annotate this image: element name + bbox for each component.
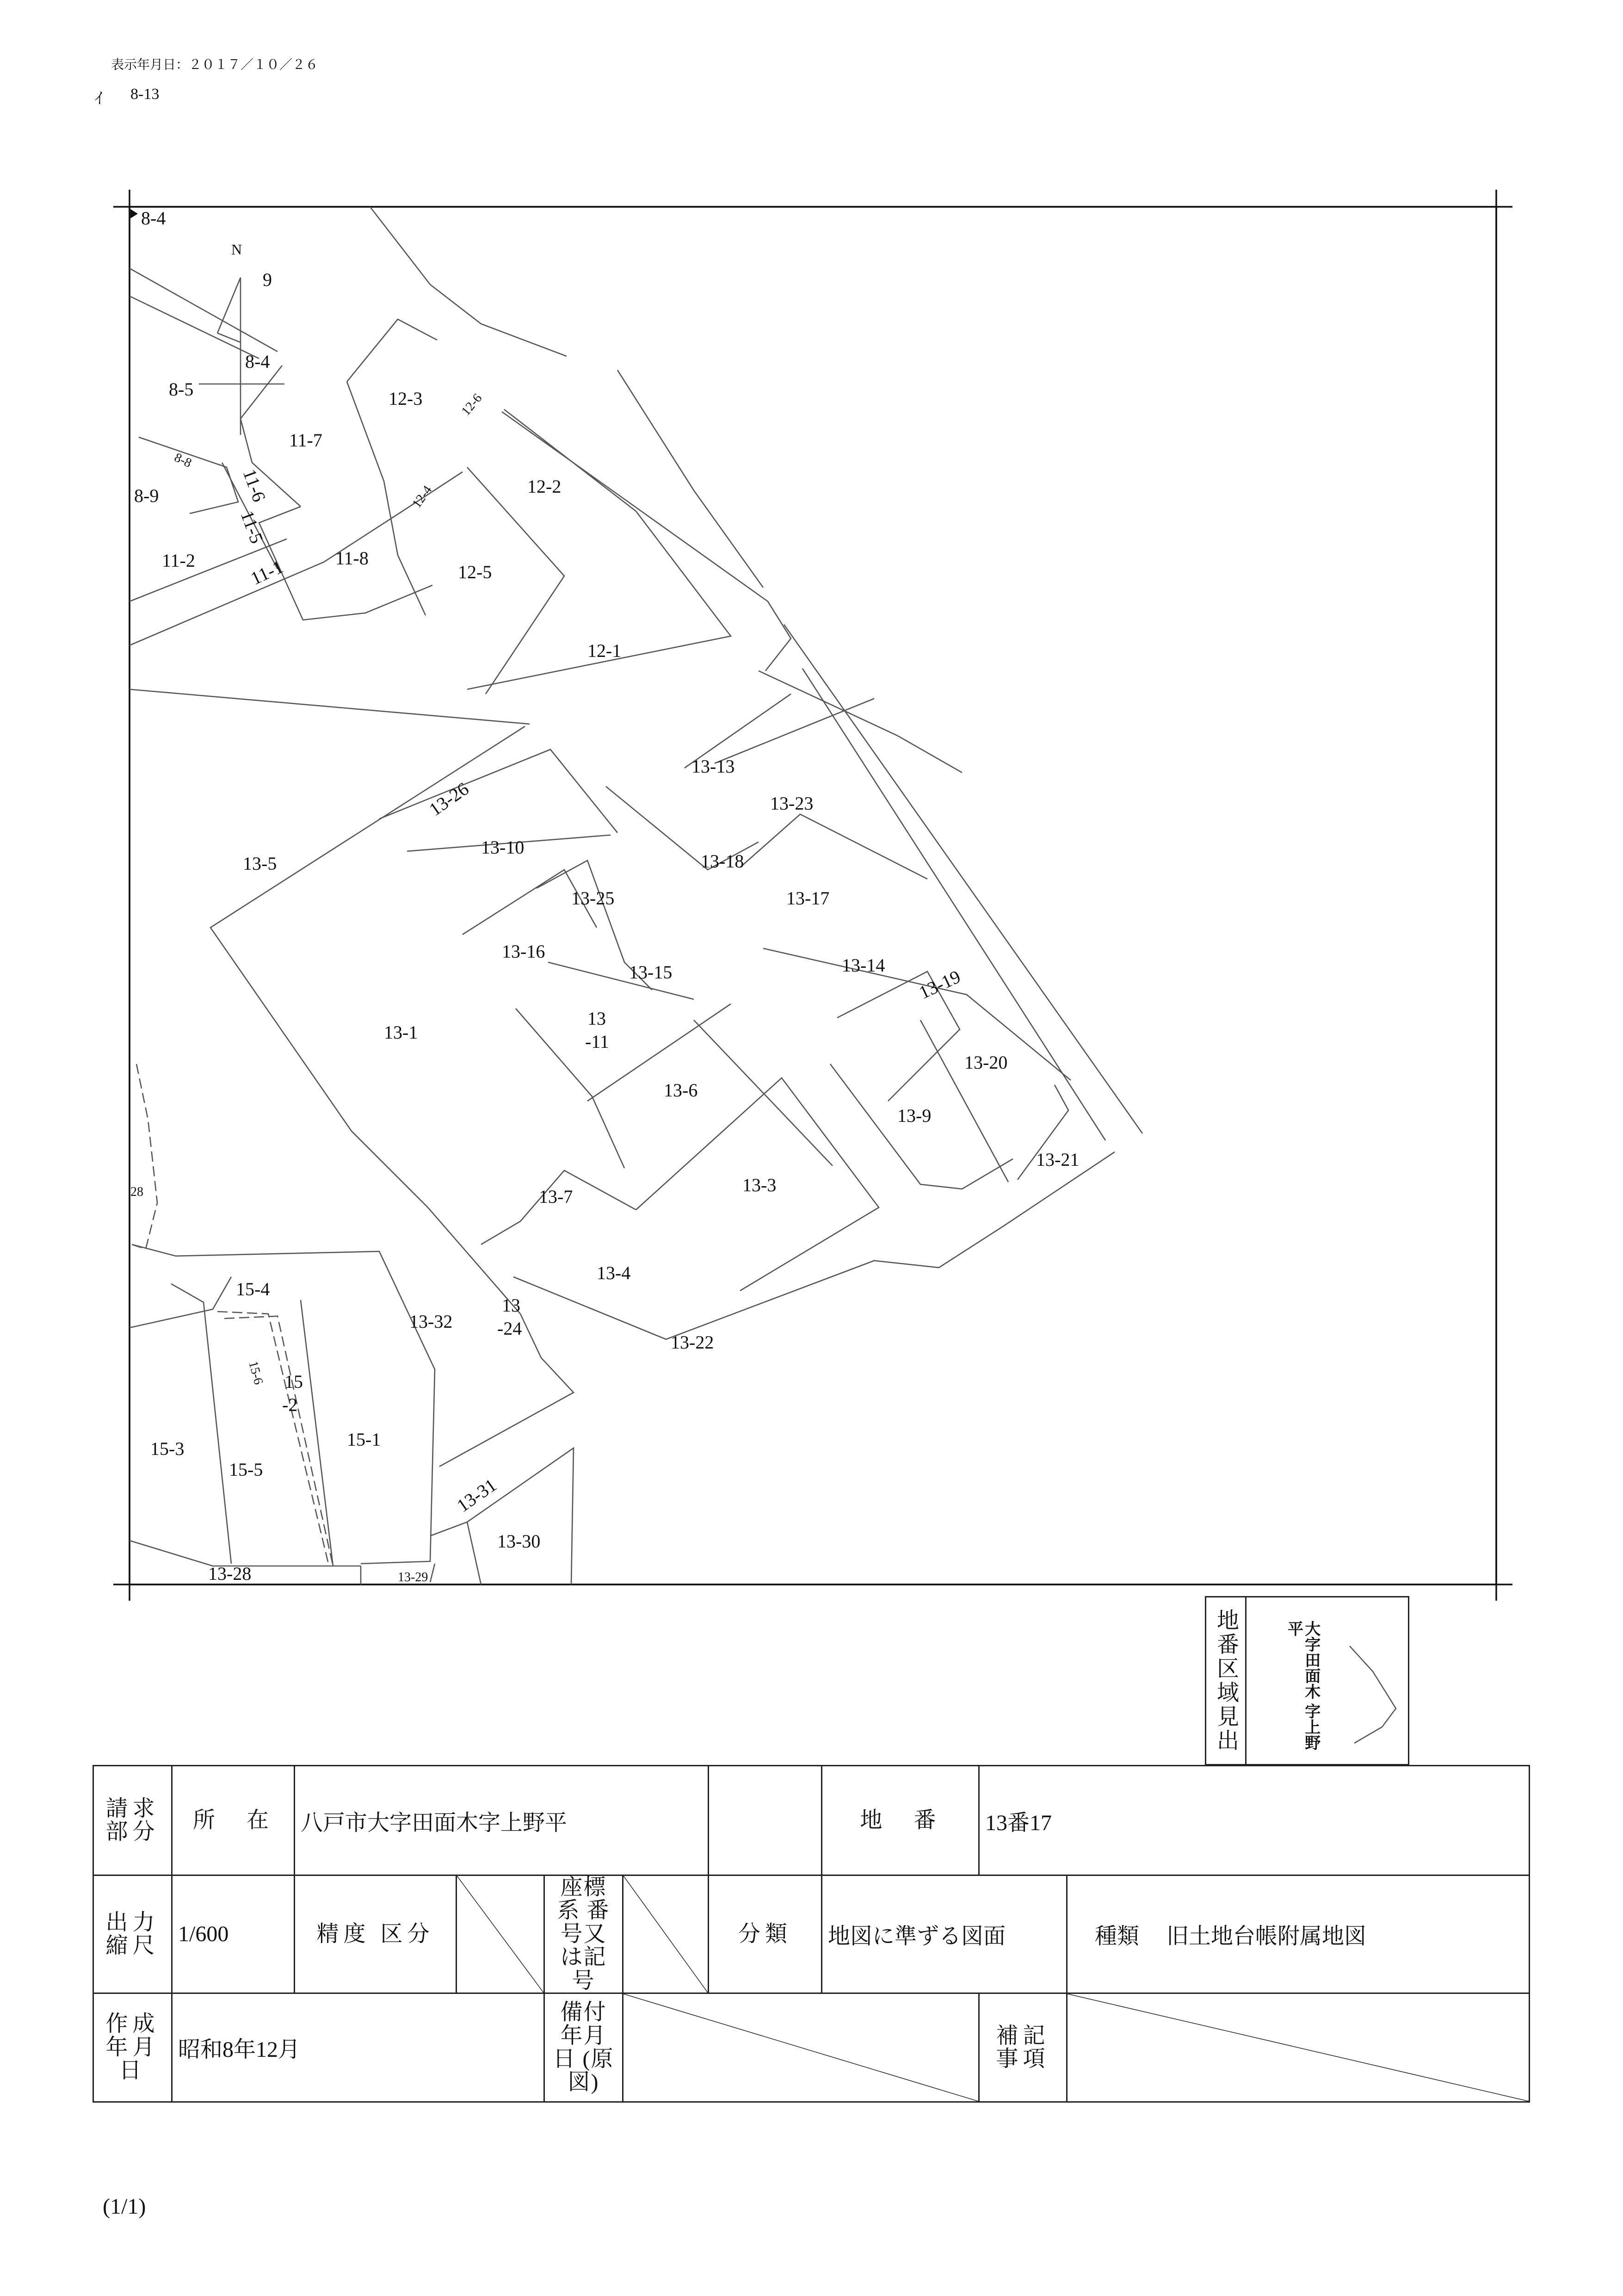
lot-label: 13-3: [742, 1175, 777, 1195]
lot-label: 11-7: [289, 430, 322, 451]
lot-label: 13-22: [671, 1332, 714, 1353]
coord-empty: [623, 1875, 709, 1993]
claim-label: 請求 部分: [93, 1766, 172, 1875]
created-value: 昭和8年12月: [172, 1993, 544, 2102]
lot-label: 9: [263, 269, 272, 290]
lot-label: 13: [502, 1295, 520, 1316]
lot-label: 12-3: [389, 388, 423, 409]
lot-label: 13-20: [964, 1052, 1008, 1073]
lot-label: 13-31: [453, 1474, 500, 1516]
lot-label: 13-23: [770, 793, 814, 814]
lot-label: 13-15: [629, 962, 673, 983]
lot-number-value: 13番17: [979, 1766, 1530, 1875]
lot-label: 28: [130, 1185, 143, 1199]
lot-label: 13-1: [384, 1022, 418, 1043]
lot-label: 12-4: [409, 483, 435, 511]
location-label: 所 在: [172, 1766, 295, 1875]
lot-label: 13-26: [425, 778, 473, 820]
scale-value: 1/600: [172, 1875, 295, 1993]
lot-label: 13-25: [571, 888, 615, 909]
lot-label: 15: [284, 1371, 303, 1392]
page-number: (1/1): [103, 2194, 146, 2219]
lot-label: -2: [282, 1394, 298, 1415]
lot-number-label: 地 番: [822, 1766, 979, 1875]
kind-label: 種類: [1095, 1924, 1140, 1949]
lot-label: 15-6: [246, 1359, 266, 1386]
lot-label: 13-13: [691, 756, 735, 777]
location-value: 八戸市大字田面木字上野平: [295, 1766, 709, 1875]
lot-label: 13-5: [243, 853, 277, 874]
lot-label: 13-10: [481, 837, 525, 858]
map-ref-mark: ｲ: [95, 89, 103, 108]
lot-label: 11-2: [162, 550, 195, 571]
lot-label: 15-5: [229, 1459, 263, 1480]
attached-empty: [623, 1993, 979, 2102]
lot-label: 13-30: [497, 1531, 541, 1552]
lot-label: 13-21: [1036, 1149, 1080, 1170]
lot-label: 15-3: [150, 1438, 185, 1459]
lot-label: 8-4: [141, 208, 166, 229]
lot-label: 13-16: [502, 941, 545, 962]
lot-label: 11-6: [239, 466, 270, 505]
frame-arrow-icon: [130, 209, 138, 218]
north-label: N: [231, 241, 242, 258]
class-label: 分類: [709, 1875, 822, 1993]
record-table: [93, 1765, 1530, 2103]
lot-label: 11-5: [236, 507, 268, 546]
area-legend: [1205, 1596, 1409, 1765]
lot-label: 12-5: [458, 562, 492, 582]
legend-area-name: 大字田面木 字上野平: [1285, 1621, 1320, 1751]
lot-label: 13-32: [409, 1311, 453, 1332]
note-label: 補記 事項: [979, 1993, 1067, 2102]
lot-label: 13-4: [597, 1262, 631, 1283]
lot-label: -11: [585, 1031, 609, 1052]
coord-label: 座標系 番号又 は記号: [544, 1875, 623, 1993]
lot-label: 8-8: [172, 450, 194, 471]
lot-label: 13-9: [897, 1105, 932, 1126]
lot-label: 13-29: [398, 1570, 428, 1584]
lot-label: 13: [587, 1008, 606, 1029]
legend-title: 地番区域見出: [1206, 1597, 1247, 1764]
lot-label: 13-6: [664, 1080, 698, 1101]
parcel-boundaries: [130, 207, 1142, 1584]
display-date: 表示年月日：２０１７／１０／２６: [111, 57, 319, 72]
legend-shape: [1345, 1644, 1401, 1745]
lot-label: 13-19: [915, 965, 964, 1003]
lot-label: 12-6: [458, 391, 485, 419]
lot-label: -24: [497, 1318, 522, 1339]
lot-label: 11-1: [247, 556, 286, 589]
class-value: 地図に準ずる図面: [822, 1875, 1067, 1993]
lot-label: 15-4: [236, 1279, 270, 1300]
attached-label: 備付 年月日 (原図): [544, 1993, 623, 2102]
kind-value: 旧土地台帳附属地図: [1166, 1924, 1367, 1949]
lot-label: 13-17: [786, 888, 830, 909]
lot-label: 15-1: [347, 1429, 381, 1450]
note-empty: [1067, 1993, 1530, 2102]
lot-label: 13-28: [208, 1563, 252, 1584]
lot-label: 11-8: [335, 548, 369, 569]
lot-label: 12-1: [587, 640, 622, 661]
lot-label: 13-14: [842, 955, 885, 976]
lot-label: 13-7: [539, 1186, 573, 1207]
lot-label: 13-18: [701, 851, 744, 872]
lot-labels: [130, 208, 1079, 1584]
precision-label: 精度 区分: [295, 1875, 457, 1993]
scale-label: 出力 縮尺: [93, 1875, 172, 1993]
precision-empty: [457, 1875, 544, 1993]
lot-label: 8-5: [169, 379, 194, 400]
lot-label: 12-2: [527, 476, 562, 497]
north-arrow: [199, 278, 284, 435]
lot-label: 8-9: [134, 485, 159, 506]
lot-label: 8-4: [245, 351, 270, 372]
created-label: 作成 年月日: [93, 1993, 172, 2102]
map-ref: 8-13: [130, 86, 160, 103]
kind-cell: [1067, 1875, 1530, 1993]
